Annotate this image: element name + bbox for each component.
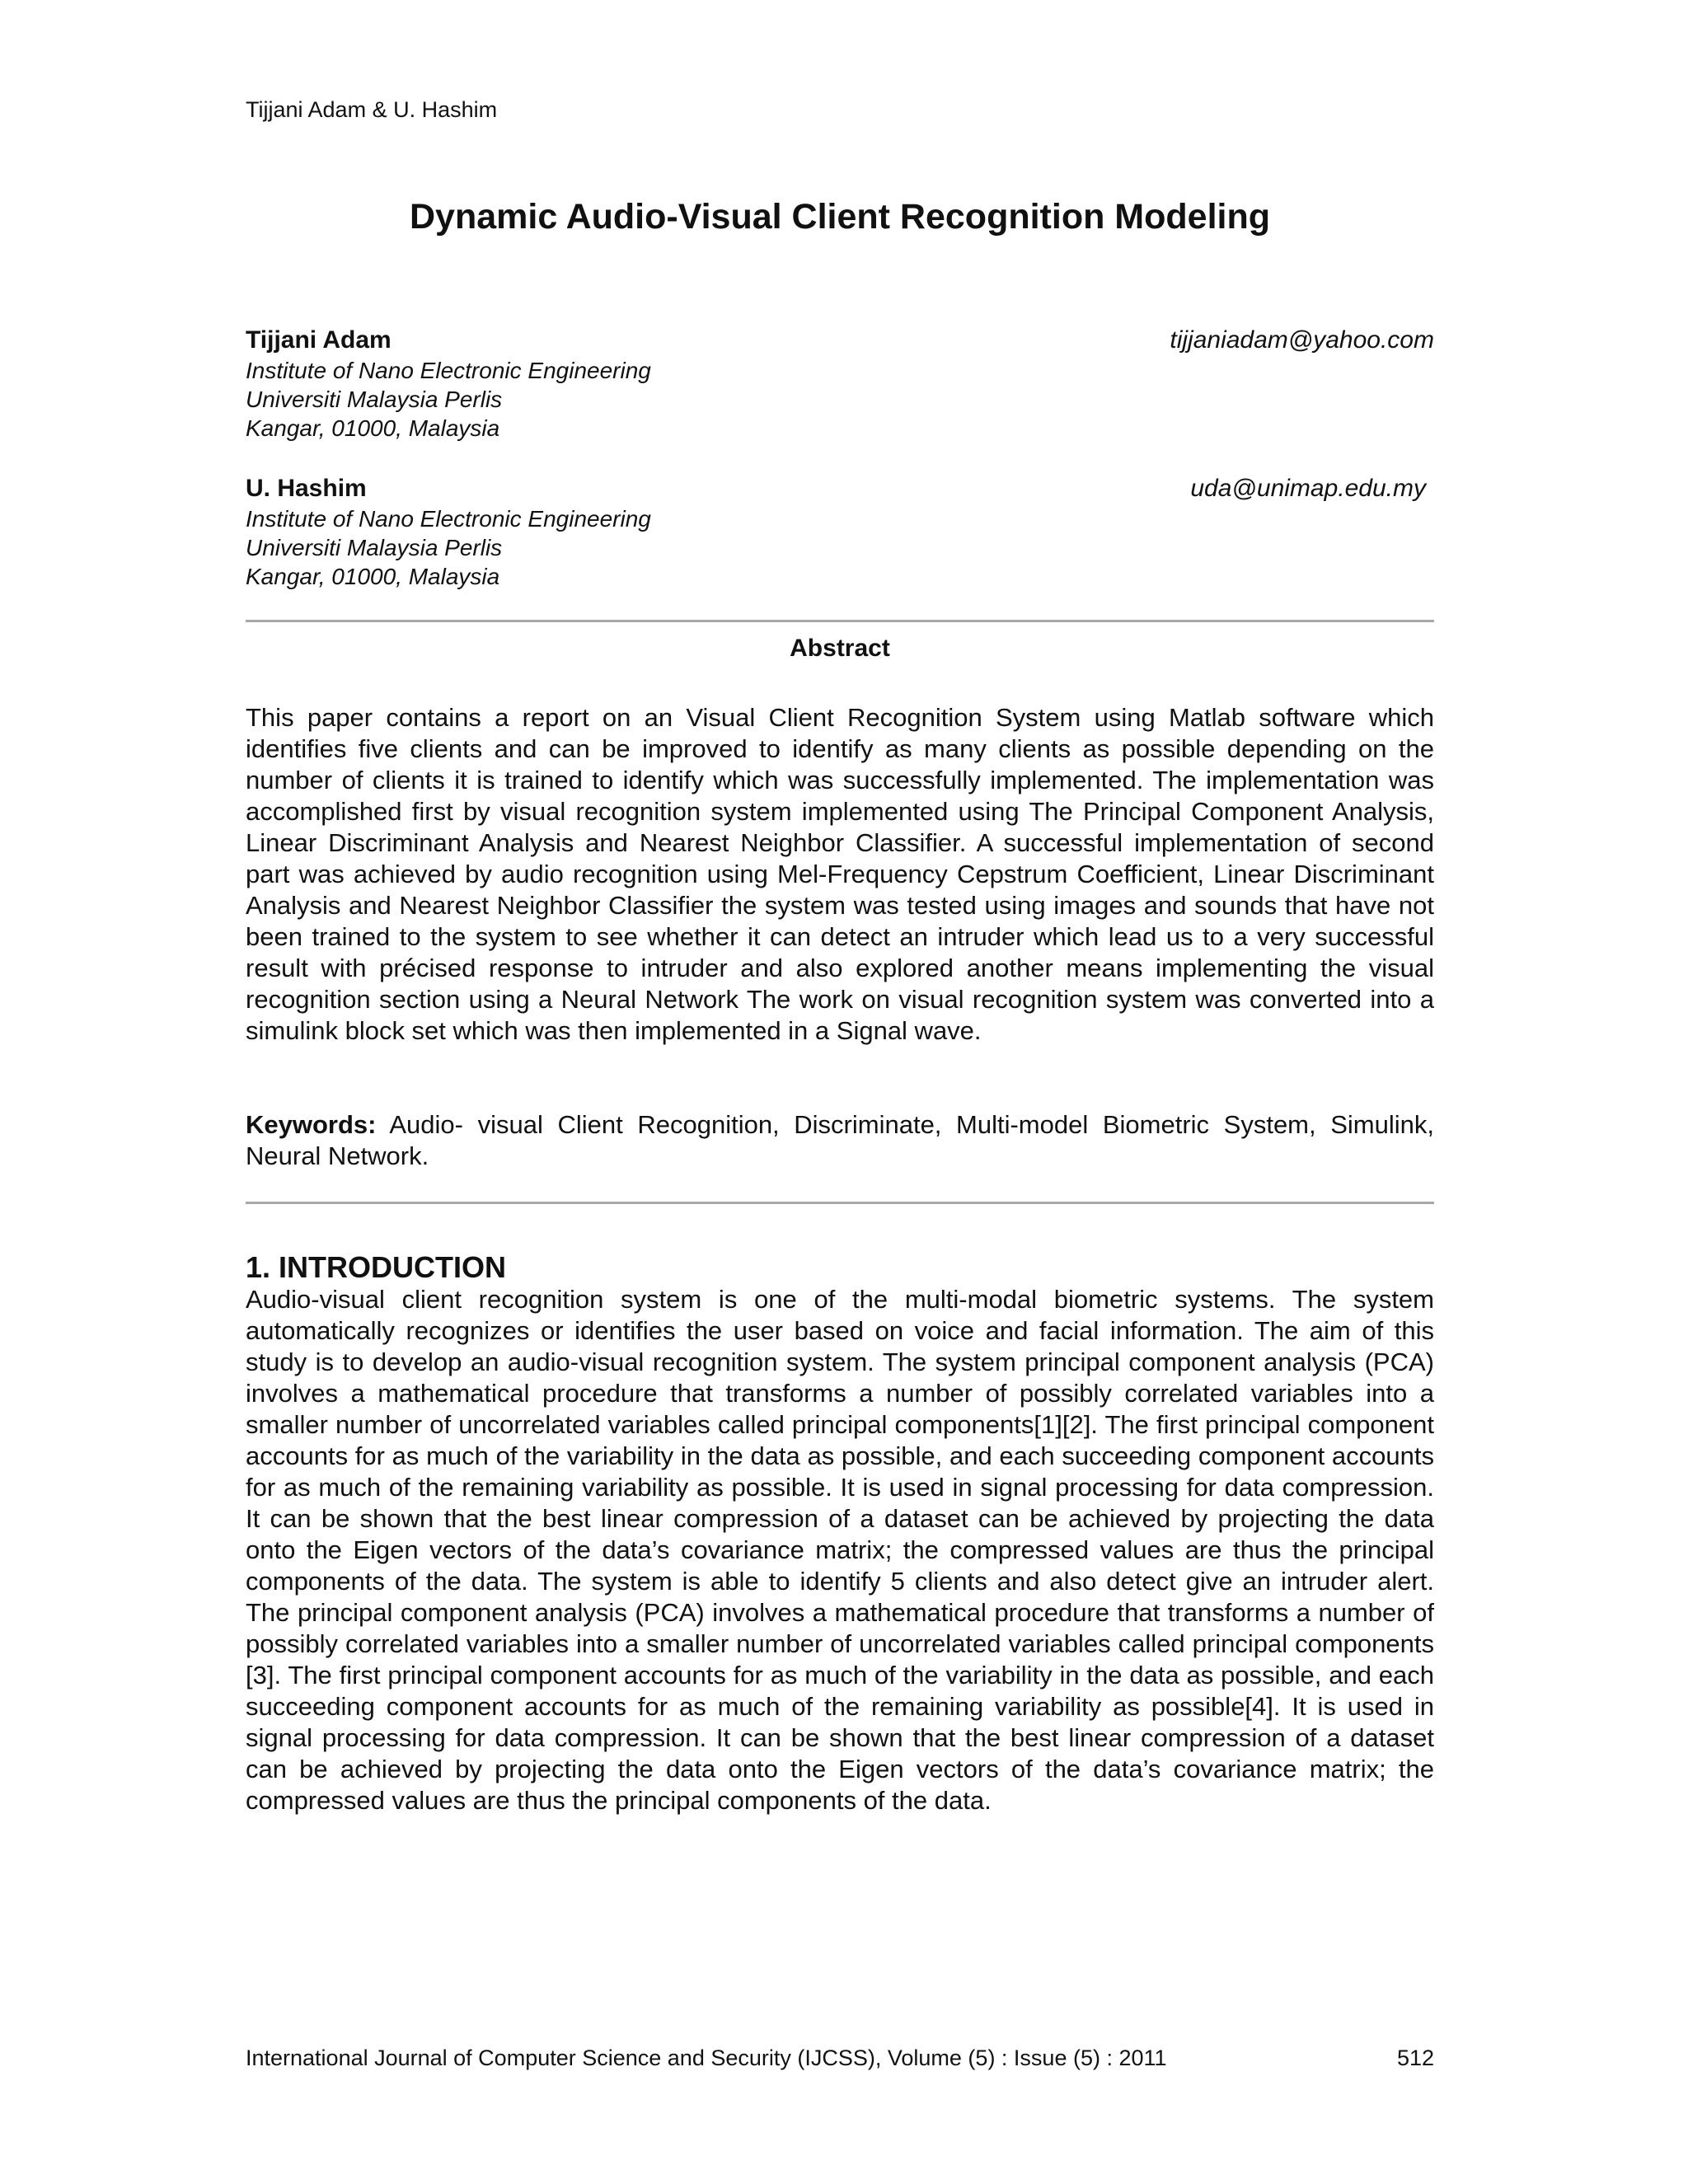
running-head: Tijjani Adam & U. Hashim bbox=[246, 97, 498, 122]
introduction-text: Audio-visual client recognition system is one of the multi-modal biometric systems. The system automatically recognizes or identifies the user based on voice and facial information. The aim of this study is to develop an audio-visual recognition system. The system principal component analysis (PCA) involves a mathematical procedure that transforms a number of possibly correlated variables into a smaller number of uncorrelated variables called principal components[1][2]. The first principal component accounts for as much of the variability in the data as possible, and each succeeding component accounts for as much of the remaining variability as possible. It is used in signal processing for data compression. It can be shown that the best linear compression of a dataset can be achieved by projecting the data onto the Eigen vectors of the data’s covariance matrix; the compressed values are thus the principal components of the data. The system is able to identify 5 clients and also detect give an intruder alert. The principal component analysis (PCA) involves a mathematical procedure that transforms a number of possibly correlated variables into a smaller number of uncorrelated variables called principal components [3]. The first principal component accounts for as much of the variability in the data as possible, and each succeeding component accounts for as much of the remaining variability as possible[4]. It is used in signal processing for data compression. It can be shown that the best linear compression of a dataset can be achieved by projecting the data onto the Eigen vectors of the data’s covariance matrix; the compressed values are thus the principal components of the data. bbox=[246, 1285, 1434, 1815]
author-affiliation-address: Kangar, 01000, Malaysia bbox=[246, 564, 500, 589]
author-affiliation-institute: Institute of Nano Electronic Engineering bbox=[246, 506, 651, 532]
author-block-1 bbox=[246, 325, 1434, 443]
author-name: Tijjani Adam bbox=[246, 326, 392, 354]
keywords-label: Keywords: bbox=[246, 1110, 377, 1139]
author-affiliation-university: Universiti Malaysia Perlis bbox=[246, 535, 503, 560]
author-email[interactable]: tijjaniadam@yahoo.com bbox=[1170, 326, 1434, 354]
footer-page-number: 512 bbox=[1396, 2046, 1434, 2070]
paper-title: Dynamic Audio-Visual Client Recognition Modeling bbox=[409, 197, 1270, 237]
footer-journal: International Journal of Computer Science and Security (IJCSS), Volume (5) : Issue (5) : 2011 bbox=[246, 2046, 1167, 2070]
divider-top bbox=[246, 620, 1434, 622]
abstract-text: This paper contains a report on an Visual Client Recognition System using Matlab software which identifies five clients and can be improved to identify as many clients as possible depending on the number of clients it is trained to identify which was successfully implemented. The implementation was accomplished first by visual recognition system implemented using The Principal Component Analysis, Linear Discriminant Analysis and Nearest Neighbor Classifier. A successful implementation of second part was achieved by audio recognition using Mel-Frequency Cepstrum Coefficient, Linear Discriminant Analysis and Nearest Neighbor Classifier the system was tested using images and sounds that have not been trained to the system to see whether it can detect an intruder which lead us to a very successful result with précised response to intruder and also explored another means implementing the visual recognition section using a Neural Network The work on visual recognition system was converted into a simulink block set which was then implemented in a Signal wave. bbox=[246, 703, 1434, 1045]
abstract-heading: Abstract bbox=[790, 635, 890, 662]
author-name: U. Hashim bbox=[246, 475, 367, 502]
divider-bottom bbox=[246, 1202, 1434, 1204]
author-block-2 bbox=[246, 473, 1434, 591]
author-affiliation-address: Kangar, 01000, Malaysia bbox=[246, 415, 500, 441]
author-email[interactable]: uda@unimap.edu.my bbox=[1190, 475, 1426, 502]
author-affiliation-university: Universiti Malaysia Perlis bbox=[246, 387, 503, 412]
section-heading-introduction: 1. INTRODUCTION bbox=[246, 1250, 507, 1284]
author-affiliation-institute: Institute of Nano Electronic Engineering bbox=[246, 358, 651, 383]
keywords-paragraph bbox=[246, 1109, 1434, 1172]
keywords-text: Audio- visual Client Recognition, Discriminate, Multi-model Biometric System, Simulink, Neural Network. bbox=[246, 1110, 1434, 1170]
